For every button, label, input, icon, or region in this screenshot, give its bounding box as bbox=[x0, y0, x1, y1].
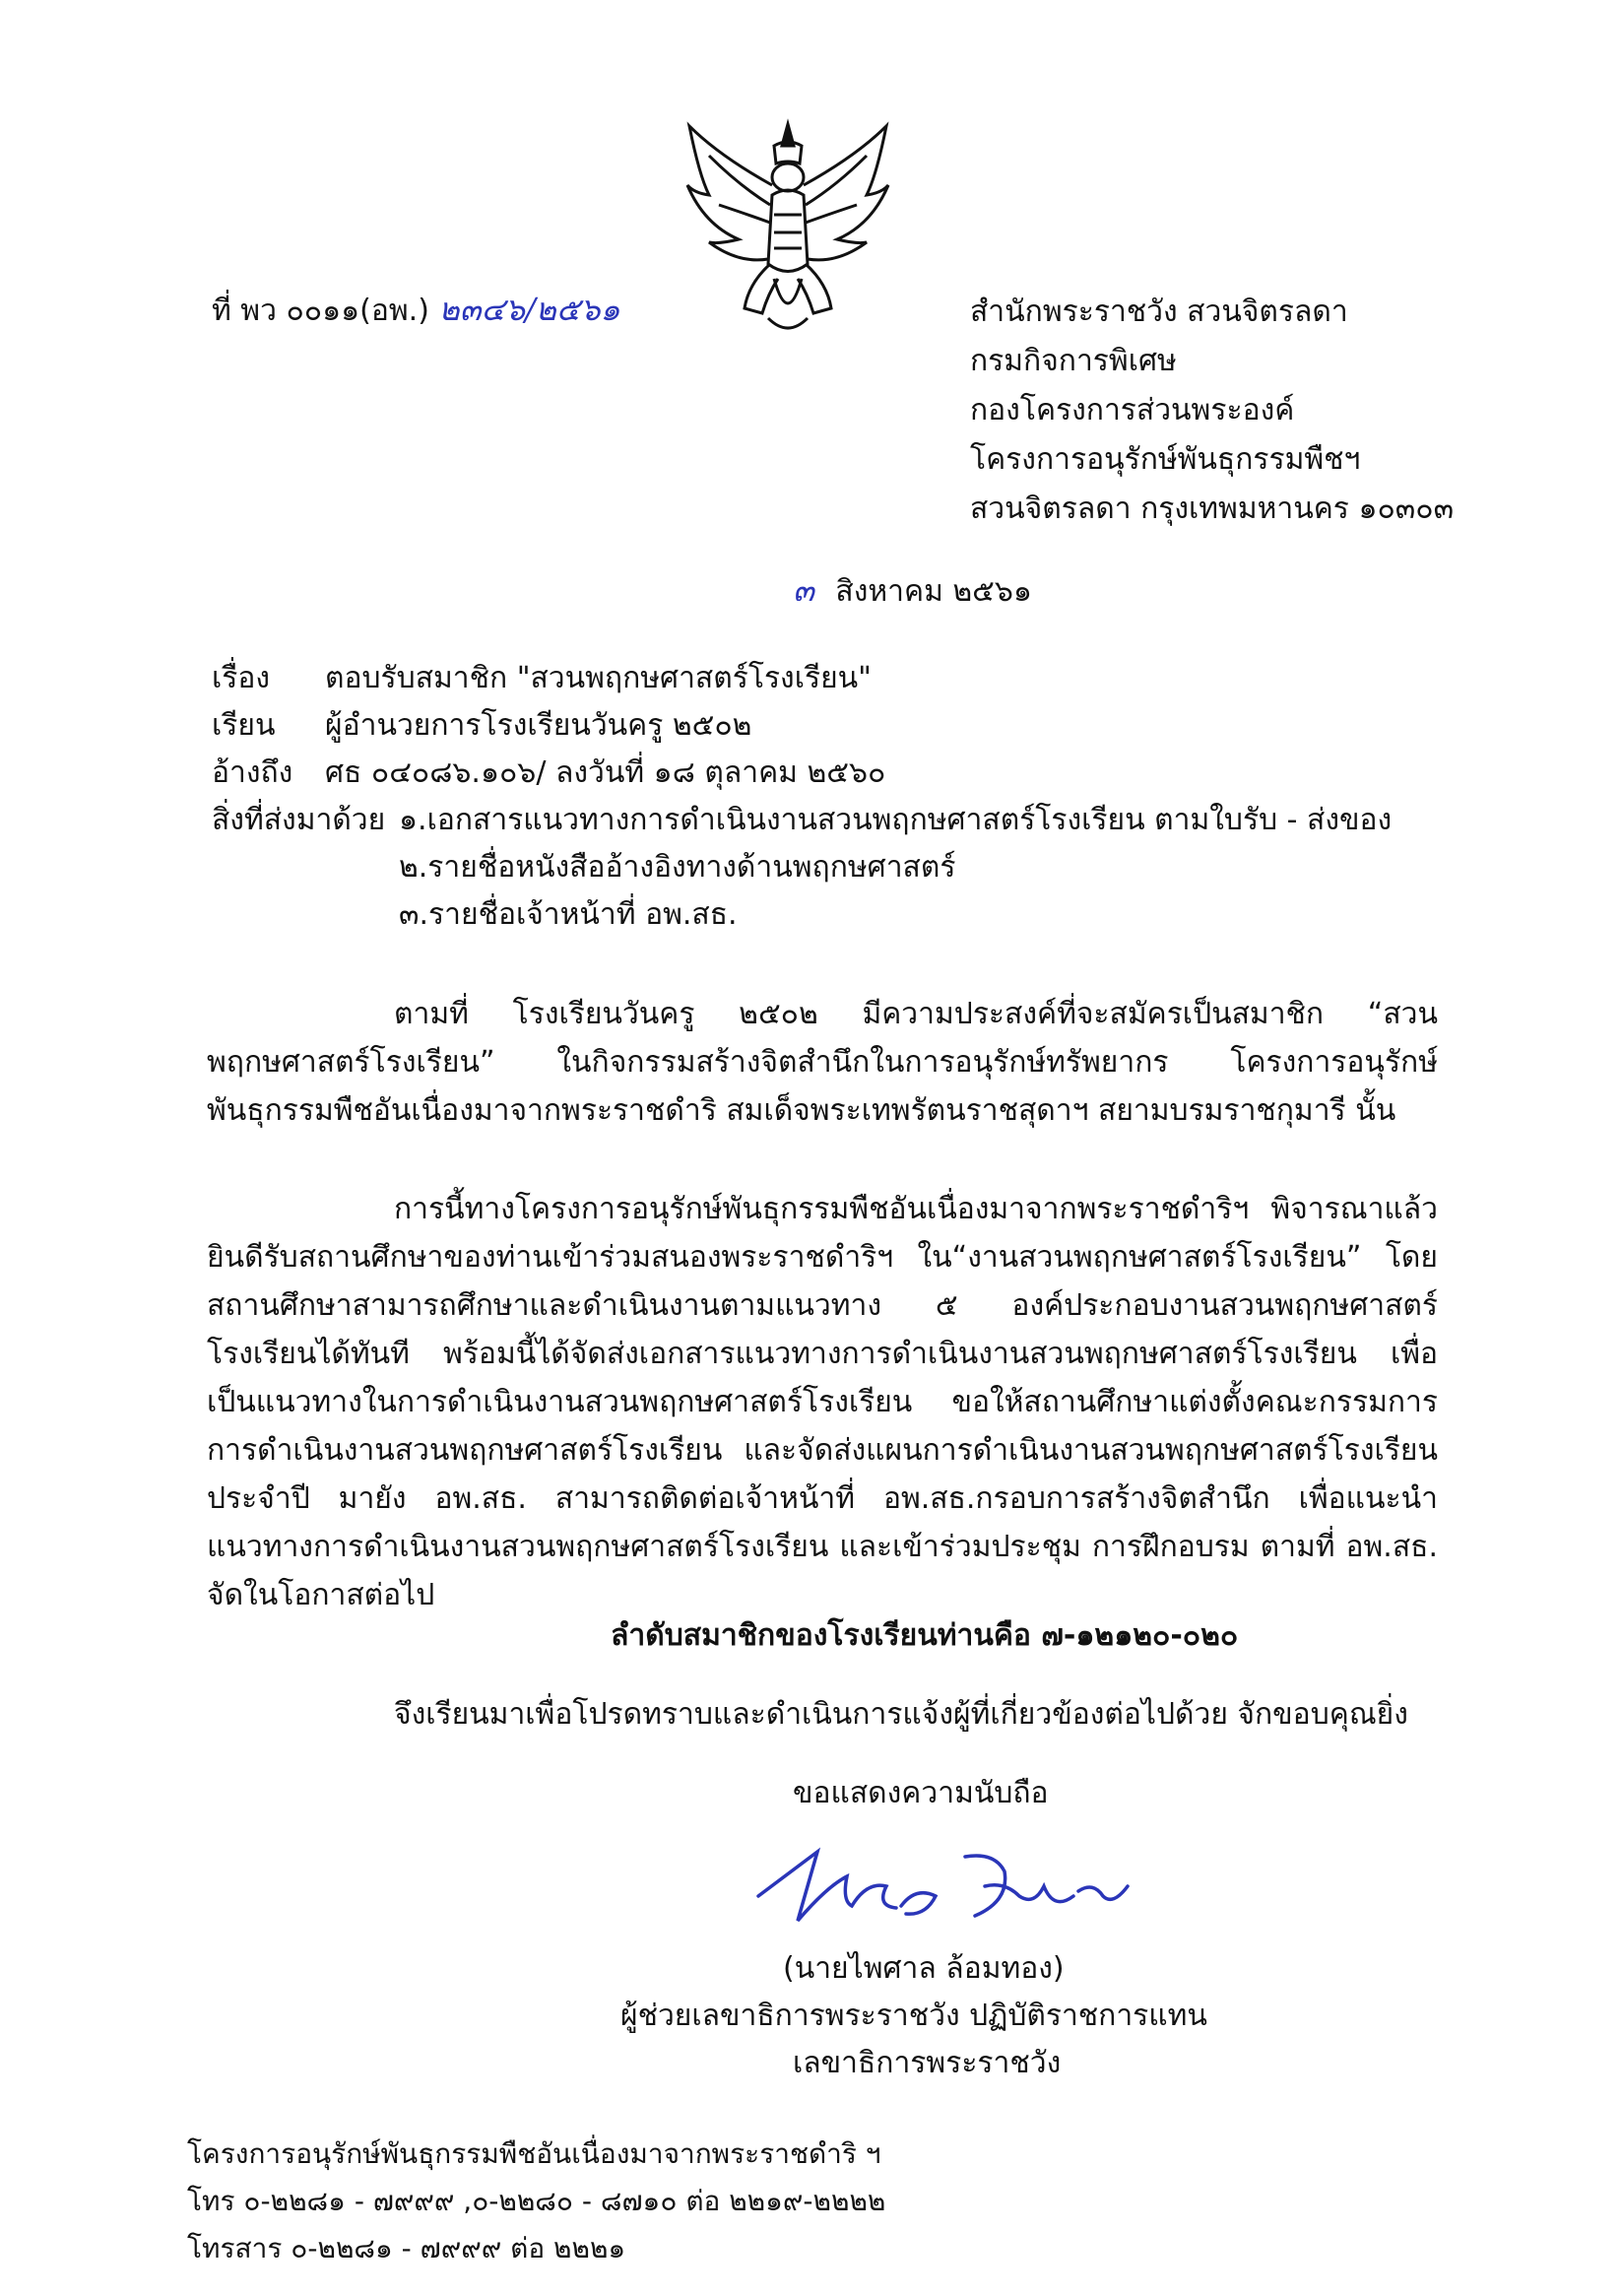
closing-sentence: จึงเรียนมาเพื่อโปรดทราบและดำเนินการแจ้งผู้ที่เกี่ยวข้องต่อไปด้วย จักขอบคุณยิ่ง bbox=[394, 1697, 1408, 1732]
date-day: ๓ bbox=[793, 571, 814, 609]
enclosure-item: ๑.เอกสารแนวทางการดำเนินงานสวนพฤกษศาสตร์โรงเรียน ตามใบรับ - ส่งของ bbox=[399, 803, 1393, 837]
doc-number: ที่ พว ๐๐๑๑(อพ.) bbox=[212, 294, 429, 328]
footer-fax: โทรสาร ๐-๒๒๘๑ - ๗๙๙๙ ต่อ ๒๒๒๑ bbox=[187, 2232, 626, 2264]
sender-line-4: โครงการอนุรักษ์พันธุกรรมพืชฯ bbox=[970, 442, 1361, 477]
enclosure-item: ๓.รายชื่อเจ้าหน้าที่ อพ.สธ. bbox=[399, 897, 738, 932]
handwritten-signature bbox=[739, 1827, 1133, 1945]
reference-label: อ้างถึง bbox=[212, 755, 293, 790]
subject-label: เรื่อง bbox=[212, 661, 271, 695]
footer-org: โครงการอนุรักษ์พันธุกรรมพืชอันเนื่องมาจากพระราชดำริ ฯ bbox=[187, 2137, 881, 2170]
signer-name: (นายไพศาล ล้อมทอง) bbox=[783, 1951, 1065, 1986]
paragraph-text: ตามที่ โรงเรียนวันครู ๒๕๐๒ มีความประสงค์ที่จะสมัครเป็นสมาชิก “สวนพฤกษศาสตร์โรงเรียน” ในกิจกรรมสร้างจิตสำนึกในการอนุรักษ์ทรัพยากร โครงการอนุรักษ์พันธุกรรมพืชอันเนื่องมาจากพระราชดำริ สมเด็จพระเทพรัตนราชสุดาฯ สยามบรมราชกุมารี นั้น bbox=[207, 997, 1438, 1128]
signer-title-1: ผู้ช่วยเลขาธิการพระราชวัง ปฏิบัติราชการแทน bbox=[620, 1999, 1207, 2033]
enclosure-label: สิ่งที่ส่งมาด้วย bbox=[212, 803, 386, 837]
regards: ขอแสดงความนับถือ bbox=[793, 1776, 1049, 1810]
paragraph-text: การนี้ทางโครงการอนุรักษ์พันธุกรรมพืชอันเนื่องมาจากพระราชดำริฯ พิจารณาแล้ว ยินดีรับสถานศึกษาของท่านเข้าร่วมสนองพระราชดำริฯ ใน“งานสวนพฤกษศาสตร์โรงเรียน” โดยสถานศึกษาสามารถศึกษาและดำเนินงานตามแนวทาง ๕ องค์ประกอบงานสวนพฤกษศาสตร์โรงเรียนได้ทันที พร้อมนี้ได้จัดส่งเอกสารแนวทางการดำเนินงานสวนพฤกษศาสตร์โรงเรียน เพื่อเป็นแนวทางในการดำเนินงานสวนพฤกษศาสตร์โรงเรียน ขอให้สถานศึกษาแต่งตั้งคณะกรรมการการดำเนินงานสวนพฤกษศาสตร์โรงเรียน และจัดส่งแผนการดำเนินงานสวนพฤกษศาสตร์โรงเรียนประจำปี มายัง อพ.สธ. สามารถติดต่อเจ้าหน้าที่ อพ.สธ.กรอบการสร้างจิตสำนึก เพื่อแนะนำแนวทางการดำเนินงานสวนพฤกษศาสตร์โรงเรียน และเข้าร่วมประชุม การฝึกอบรม ตามที่ อพ.สธ. จัดในโอกาสต่อไป bbox=[207, 1192, 1438, 1612]
body-paragraph-1 bbox=[207, 990, 1438, 1135]
member-number: ลำดับสมาชิกของโรงเรียนท่านคือ ๗-๑๒๑๒๐-๐๒๐ bbox=[611, 1618, 1239, 1653]
body-paragraph-2 bbox=[207, 1185, 1438, 1619]
sender-line-3: กองโครงการส่วนพระองค์ bbox=[970, 393, 1295, 427]
date-month-year: สิงหาคม ๒๕๖๑ bbox=[835, 574, 1032, 609]
garuda-emblem-icon bbox=[680, 116, 896, 343]
footer bbox=[187, 2131, 885, 2272]
subject-value: ตอบรับสมาชิก "สวนพฤกษศาสตร์โรงเรียน" bbox=[325, 661, 872, 695]
to-label: เรียน bbox=[212, 708, 276, 743]
doc-number-row bbox=[212, 286, 620, 335]
footer-tel: โทร ๐-๒๒๘๑ - ๗๙๙๙ ,๐-๒๒๘๐ - ๘๗๑๐ ต่อ ๒๒๑๙-๒๒๒๒ bbox=[187, 2185, 886, 2217]
enclosure-item: ๒.รายชื่อหนังสืออ้างอิงทางด้านพฤกษศาสตร์ bbox=[399, 850, 956, 885]
enclosure-list bbox=[399, 797, 1392, 939]
sender-line-1: สำนักพระราชวัง สวนจิตรลดา bbox=[970, 295, 1348, 329]
letter-date bbox=[793, 566, 1032, 616]
sender-block bbox=[970, 288, 1454, 534]
to-value: ผู้อำนวยการโรงเรียนวันครู ๒๕๐๒ bbox=[325, 708, 752, 743]
sender-line-5: สวนจิตรลดา กรุงเทพมหานคร ๑๐๓๐๓ bbox=[970, 492, 1455, 526]
signer-title-2: เลขาธิการพระราชวัง bbox=[793, 2046, 1062, 2080]
doc-number-handwritten: ๒๓๔๖/๒๕๖๑ bbox=[438, 291, 620, 328]
sender-line-2: กรมกิจการพิเศษ bbox=[970, 344, 1177, 378]
reference-value: ศธ ๐๔๐๘๖.๑๐๖/ ลงวันที่ ๑๘ ตุลาคม ๒๕๖๐ bbox=[325, 755, 886, 790]
